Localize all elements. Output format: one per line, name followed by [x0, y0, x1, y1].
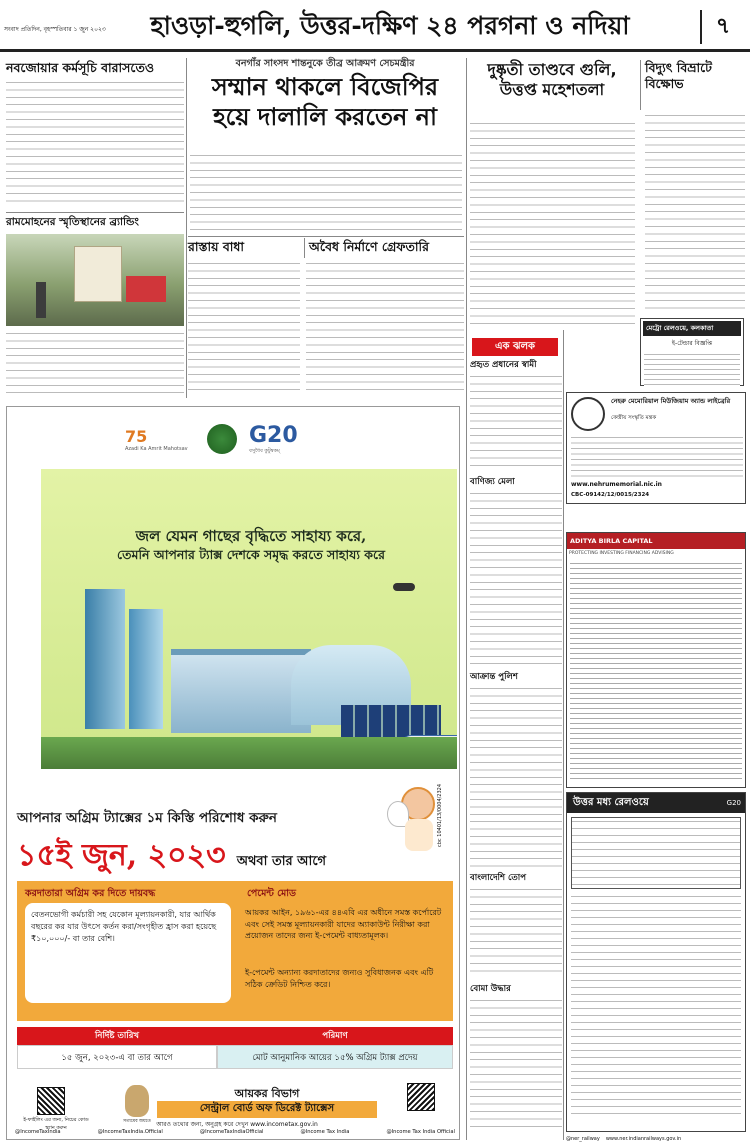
body-text: [6, 79, 184, 207]
divider-v2: [466, 58, 467, 1140]
nehru-sub: কেন্দ্রীয় সংস্কৃতি মন্ত্রক: [611, 415, 657, 421]
tower-left: [85, 589, 125, 729]
emblem-text: সত্যমেব জয়তে: [123, 1119, 151, 1124]
divider-v1: [186, 58, 187, 398]
g20-sub: বসুধৈব কুটুম্বকম্: [249, 447, 280, 454]
drone-icon: [393, 583, 415, 591]
banner-shape: [126, 276, 166, 302]
story-power-cut: [640, 60, 744, 110]
social-row: [15, 1129, 455, 1139]
story-illegal-construction-body: [306, 260, 464, 396]
g20-text: G20: [249, 422, 298, 448]
schedule-table: [17, 1027, 453, 1077]
pay-line: আপনার অগ্রিম ট্যাক্সের ১ম কিস্তি পরিশোধ করুন: [17, 810, 277, 826]
illustration-panel: [41, 469, 457, 769]
rail-body: [571, 893, 741, 1115]
qr-code-left[interactable]: [37, 1087, 65, 1115]
mascot-body: [405, 819, 433, 851]
story-road-block-body: [188, 260, 300, 396]
col-amount-head: পরিমাণ: [217, 1027, 453, 1045]
brief-headline-1: প্রহৃত প্রধানের স্বামী: [470, 360, 537, 370]
liability-box: [17, 881, 453, 1021]
qr-code-right[interactable]: [407, 1083, 435, 1111]
brief-headline-5: বোমা উদ্ধার: [470, 984, 511, 994]
brief-body-4: [470, 886, 562, 978]
metro-ad: [640, 318, 744, 386]
azadi-logo: [125, 427, 195, 452]
social-instagram[interactable]: @IncomeTaxIndia.Official: [97, 1129, 163, 1135]
mode-text-2: ই-পেমেন্ট অন্যান্য করদাতাদের জন্যও সুবিধাজনক এবং এটি সঠিক ক্রেডিট নিশ্চিত করে।: [245, 968, 434, 989]
social-linkedin[interactable]: @Income Tax India: [300, 1129, 350, 1135]
headline-line-1: সম্মান থাকলে বিজেপির: [211, 72, 439, 101]
income-tax-ad: [6, 406, 460, 1140]
emblem-icon: [125, 1085, 149, 1117]
who-title: করদাতারা অগ্রিম কর দিতে দায়বদ্ধ: [25, 888, 156, 899]
aditya-head: ADITYA BIRLA CAPITAL: [570, 537, 653, 545]
brief-headline-4: বাংলাদেশি তোপ: [470, 873, 527, 883]
tree-icon: [207, 424, 237, 454]
col-date-val: ১৫ জুন, ২০২৩-এ বা তার আগে: [17, 1045, 217, 1069]
board-name: সেন্ট্রাল বোর্ড অফ ডিরেক্ট ট্যাক্সেস: [157, 1101, 377, 1118]
dept-name: আয়কর বিভাগ: [234, 1087, 300, 1100]
col-amount-val: মোট আনুমানিক আয়ের ১৫% অগ্রিম ট্যাক্স প্রদেয়: [217, 1045, 453, 1069]
aditya-tagline: PROTECTING INVESTING FINANCING ADVISING: [569, 551, 674, 556]
footer-site[interactable]: www.ner.indianrailways.gov.in: [605, 1136, 682, 1142]
aditya-birla-ad: [566, 532, 746, 788]
social-koo[interactable]: @IncomeTaxIndiaOfficial: [199, 1129, 264, 1135]
metro-badge: মেট্রো রেলওয়ে, কলকাতা: [643, 321, 741, 336]
ad-code: cbc 10401/13/0004/2324: [437, 783, 443, 847]
brief-body-5: [470, 997, 562, 1127]
nehru-code: CBC-09142/12/0015/2324: [571, 492, 650, 498]
rail-badge: G20: [726, 799, 741, 807]
story-maheshtala: [472, 60, 632, 118]
nehru-logo: [571, 397, 605, 431]
monument-shape: [74, 246, 122, 302]
story-rammohan: [6, 212, 184, 232]
headline-line-2: উত্তপ্ত মহেশতলা: [499, 80, 605, 99]
tagline-2: তেমনি আপনার ট্যাক্স দেশকে সমৃদ্ধ করতে সাহায্য করে: [117, 547, 385, 562]
road-shape: [41, 737, 457, 769]
nehru-web[interactable]: www.nehrumemorial.nic.in: [571, 481, 662, 488]
nehru-head: নেহরু মেমোরিয়াল মিউজিয়াম অ্যান্ড লাইব্রেরি: [611, 397, 731, 405]
story-road-block: [188, 238, 300, 258]
brief-box-label: এক ঝলক: [472, 338, 558, 356]
brief-headline-3: আক্রান্ত পুলিশ: [470, 672, 518, 682]
building-center: [171, 649, 311, 733]
headline-line-1: দুষ্কৃতী তাণ্ডবে গুলি,: [487, 60, 617, 79]
logo-row: [125, 421, 345, 457]
headline: রাস্তায় বাধা: [188, 239, 245, 254]
who-text: বেতনভোগী কর্মচারী সহ যেকোন মূল্যায়নকারী, যার আর্থিক বছরের কর যার উৎসে কর্তন করা/সংগৃহীত হ্রাস করা হয়েছে ₹১০,০০০/- বা তার বেশি।: [25, 903, 231, 1003]
story-maheshtala-body: [470, 120, 635, 330]
social-twitter[interactable]: @IncomeTaxIndia: [15, 1129, 61, 1135]
rail-table: [571, 817, 741, 889]
metro-body: [644, 352, 740, 388]
social-youtube[interactable]: @Income Tax India Official: [386, 1129, 455, 1135]
divider-h1: [188, 236, 464, 237]
rammohan-photo: [6, 234, 184, 326]
story-barasat: [6, 60, 184, 208]
railway-ad: [566, 792, 746, 1132]
aditya-body: [570, 561, 742, 779]
brief-body-3: [470, 685, 562, 867]
g20-logo: [249, 423, 345, 456]
website-line[interactable]: আরও তথ্যের জন্য, অনুগ্রহ করে দেখুন www.incometax.gov.in: [156, 1121, 318, 1128]
mode-title: পেমেন্ট মোড: [247, 888, 297, 899]
due-date-suffix: অথবা তার আগে: [236, 854, 327, 869]
story-power-cut-body: [645, 112, 745, 312]
footer-strip: [566, 1136, 746, 1146]
briefs-column: [470, 360, 562, 1140]
nehru-memorial-ad: [566, 392, 746, 504]
person-shape: [36, 282, 46, 318]
headline: নবজোয়ার কর্মসূচি বারাসতেও: [6, 60, 155, 75]
page-title: হাওড়া-হুগলি, উত্তর-দক্ষিণ ২৪ পরগনা ও নদিয়া: [150, 11, 630, 40]
headline-line-2: হয়ে দালালি করতেন না: [213, 102, 437, 131]
nehru-body: [571, 435, 743, 479]
dateline: সংবাদ প্রতিদিন, বৃহস্পতিবার ১ জুন ২০২৩: [4, 26, 106, 33]
masthead: [0, 0, 750, 52]
footer-twitter[interactable]: @ner_railway: [566, 1136, 600, 1142]
aditya-header: [567, 533, 745, 549]
headline: অবৈধ নির্মাণে গ্রেফতারি: [309, 239, 429, 254]
tower-left-2: [129, 609, 163, 729]
page-number: ৭: [700, 10, 744, 44]
headline: রামমোহনের স্মৃতিস্থানের ব্র্যান্ডিং: [6, 216, 139, 228]
brief-headline-2: বাণিজ্য মেলা: [470, 477, 515, 487]
story-bongaon: [190, 58, 460, 150]
story-bongaon-body: [190, 152, 462, 236]
rail-header: [567, 793, 745, 813]
brief-body-1: [470, 373, 562, 471]
tagline-1: জল যেমন গাছের বৃদ্ধিতে সাহায্য করে,: [135, 527, 367, 545]
metro-sub: ই-টেন্ডার বিজ্ঞপ্তি: [671, 340, 713, 347]
due-date-big: ১৫ই জুন, ২০২৩: [17, 838, 226, 873]
mode-text-1: আয়কর আইন, ১৯৬১-এর ৪৪এবি এর অধীনে সমস্ত কর্পোরেট এবং সেই সমস্ত মূল্যায়নকারী যাদের অ্যাকাউন্ট নিরীক্ষা করা প্রয়োজন তাদের জন্য ই-পেমেন্ট বাধ্যতামূলক।: [245, 908, 442, 940]
col-date-head: নির্দিষ্ট তারিখ: [17, 1027, 217, 1045]
qr-caption: ই-ফাইলিং এর জন্য, নিচের কোড স্ক্যান করুন: [23, 1117, 89, 1131]
divider-v3: [563, 330, 564, 1140]
kicker: বনগাঁর সাংসদ শান্তনুকে তীব্র আক্রমণ সেচমন্ত্রীর: [235, 58, 415, 69]
story-rammohan-body: [6, 330, 184, 396]
rail-head: উত্তর মধ্য রেলওয়ে: [573, 796, 649, 808]
azadi-75: 75: [125, 426, 148, 446]
headline-line-2: বিক্ষোভ: [645, 76, 684, 91]
azadi-text: Azadi Ka Amrit Mahotsav: [125, 445, 188, 452]
brief-body-2: [470, 490, 562, 666]
story-illegal-construction: [304, 238, 464, 258]
headline-line-1: বিদ্যুৎ বিভ্রাটে: [645, 60, 712, 75]
